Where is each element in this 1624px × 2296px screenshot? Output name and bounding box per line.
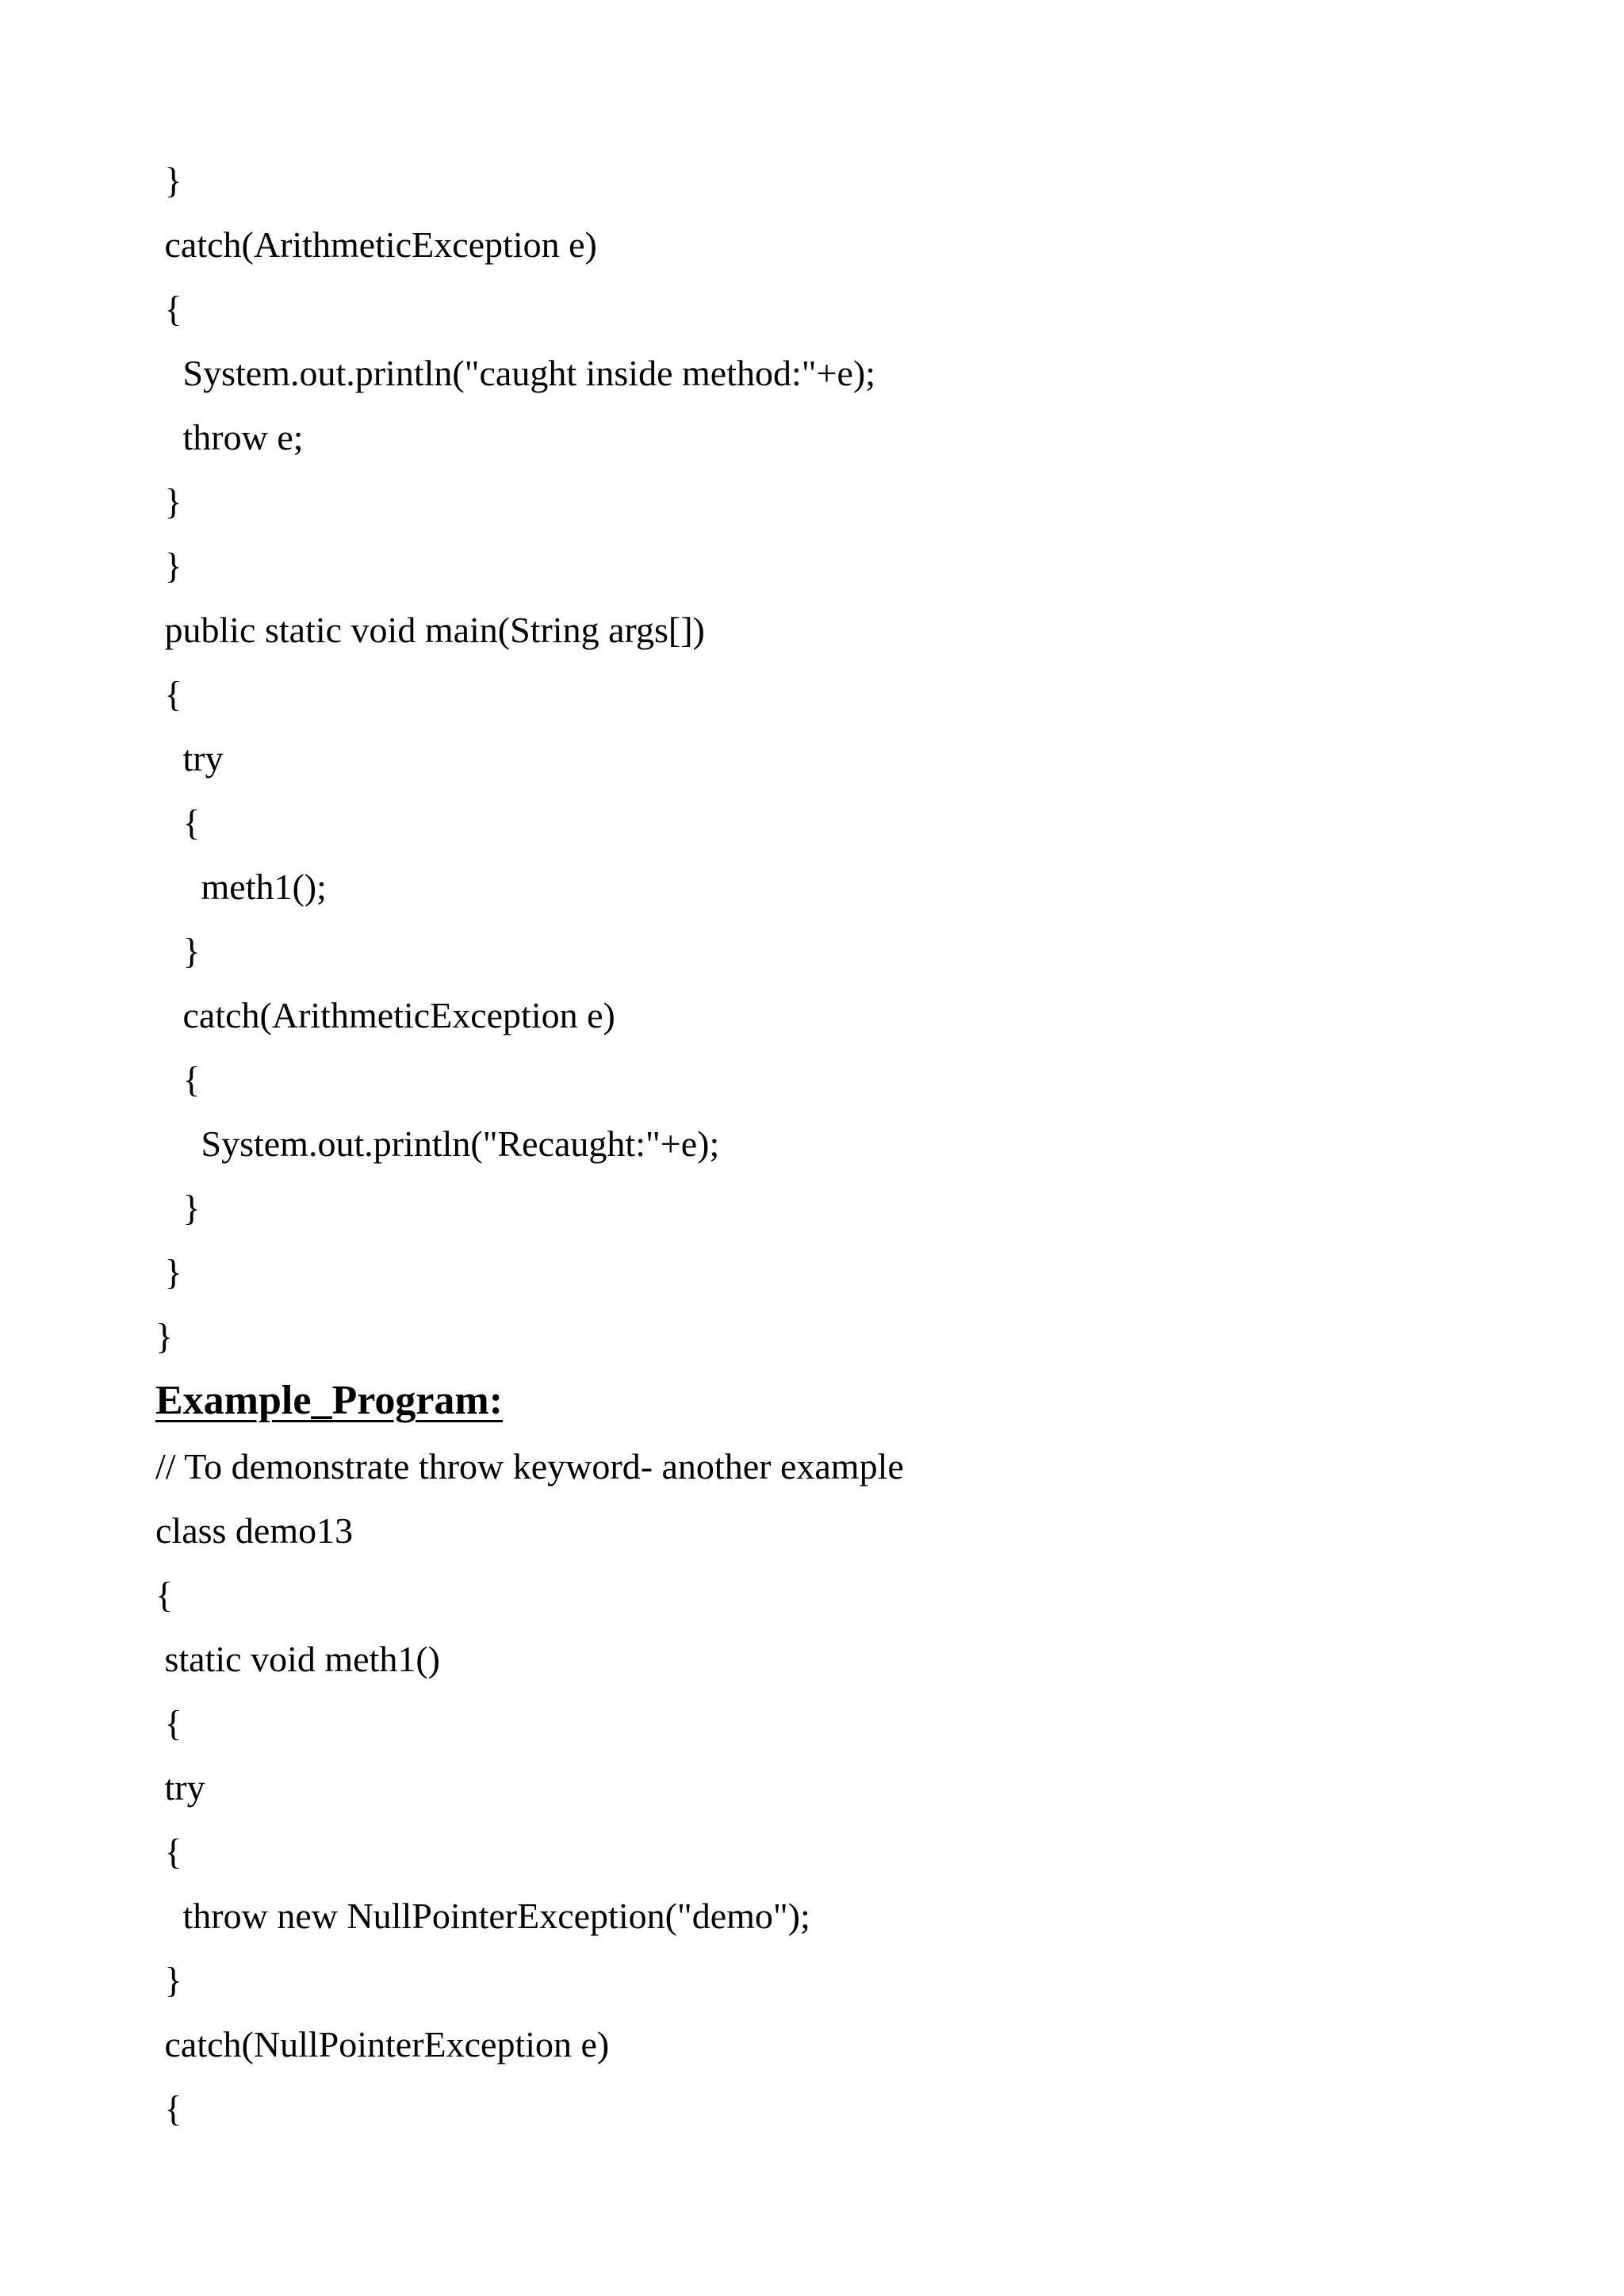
code-line: { bbox=[155, 1703, 182, 1743]
code-line: } bbox=[155, 931, 201, 971]
code-line: } bbox=[155, 1316, 174, 1357]
code-line: public static void main(String args[]) bbox=[155, 610, 705, 650]
code-line: } bbox=[155, 545, 182, 586]
code-line: try bbox=[155, 738, 224, 779]
code-line: } bbox=[155, 1960, 182, 2000]
code-line: } bbox=[155, 481, 182, 522]
code-line: { bbox=[155, 1059, 201, 1100]
code-line: { bbox=[155, 1575, 174, 1615]
code-line: throw new NullPointerException("demo"); bbox=[155, 1896, 810, 1936]
code-line: { bbox=[155, 674, 182, 714]
code-line: } bbox=[155, 1252, 182, 1292]
code-line: catch(ArithmeticException e) bbox=[155, 224, 597, 265]
code-line: catch(ArithmeticException e) bbox=[155, 995, 615, 1035]
code-line: } bbox=[155, 160, 182, 201]
code-comment: // To demonstrate throw keyword- another example bbox=[155, 1446, 904, 1487]
code-line: class demo13 bbox=[155, 1510, 354, 1551]
code-line: } bbox=[155, 1188, 201, 1228]
code-line: { bbox=[155, 289, 182, 329]
section-heading: Example_Program: bbox=[155, 1378, 504, 1423]
code-line: throw e; bbox=[155, 417, 304, 457]
code-line: meth1(); bbox=[155, 867, 327, 907]
code-line: System.out.println("Recaught:"+e); bbox=[155, 1123, 720, 1164]
code-line: System.out.println("caught inside method:"+e); bbox=[155, 353, 875, 393]
code-line: static void meth1() bbox=[155, 1639, 440, 1679]
code-line: { bbox=[155, 2088, 182, 2129]
code-line: { bbox=[155, 1831, 182, 1872]
code-line: try bbox=[155, 1767, 205, 1808]
code-line: catch(NullPointerException e) bbox=[155, 2024, 610, 2064]
code-line: { bbox=[155, 802, 201, 843]
